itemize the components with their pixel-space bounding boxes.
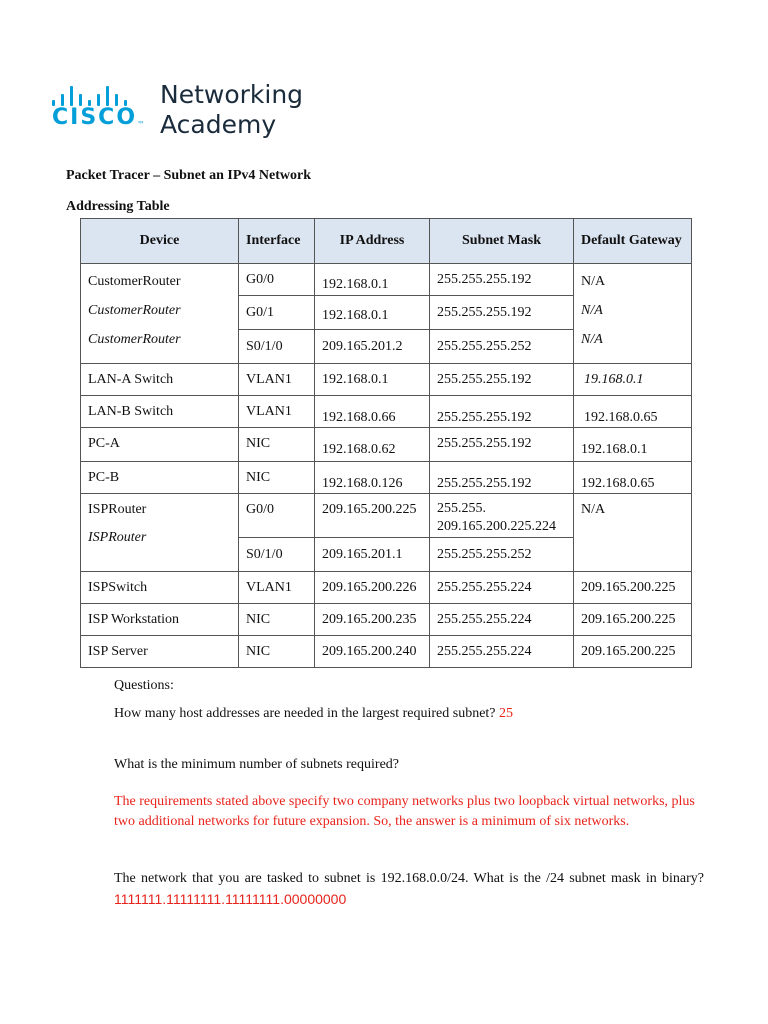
addressing-table	[80, 218, 692, 668]
cell-gateway: N/A	[574, 494, 692, 572]
table-heading: Addressing Table	[66, 199, 170, 214]
brand-academy: Academy	[160, 110, 277, 139]
answer-2: The requirements stated above specify two company networks plus two loopback virtual networks, plus two additional networks for future expansion. So, the answer is a minimum of six networks.	[114, 794, 695, 829]
cisco-bridge-icon	[52, 84, 152, 106]
header-ip-address: IP Address	[315, 219, 430, 264]
question-2: What is the minimum number of subnets required?	[114, 757, 399, 772]
answer-3: 1111111.11111111.11111111.00000000	[114, 891, 347, 907]
cell-mask: 255.255.255.192 255.255.255.192 255.255.255.252	[430, 264, 574, 364]
cell-ip: 192.168.0.1 192.168.0.1 209.165.201.2	[315, 264, 430, 364]
questions-heading: Questions:	[114, 678, 174, 693]
cell-interface: G0/0 G0/1 S0/1/0	[239, 264, 315, 364]
cell-gateway: N/A N/A N/A	[574, 264, 692, 364]
networking-academy-logo	[52, 80, 312, 140]
table-row: ISPSwitch VLAN1 209.165.200.226 255.255.255.224 209.165.200.225	[81, 572, 692, 604]
table-row: LAN-B Switch VLAN1 192.168.0.66 255.255.255.192 192.168.0.65	[81, 396, 692, 428]
document-title: Packet Tracer – Subnet an IPv4 Network	[66, 168, 311, 183]
brand-networking: Networking	[160, 80, 304, 109]
header-interface: Interface	[239, 219, 315, 264]
cell-ip: 209.165.200.225 209.165.201.1	[315, 494, 430, 572]
cell-mask: 255.255. 209.165.200.225.224 255.255.255.252	[430, 494, 574, 572]
table-row: ISP Server NIC 209.165.200.240 255.255.255.224 209.165.200.225	[81, 636, 692, 668]
table-header-row	[81, 219, 692, 264]
table-row: PC-B NIC 192.168.0.126 255.255.255.192 192.168.0.65	[81, 462, 692, 494]
header-default-gateway: Default Gateway	[574, 219, 692, 264]
table-row: LAN-A Switch VLAN1 192.168.0.1 255.255.255.192 19.168.0.1	[81, 364, 692, 396]
table-row: ISP Workstation NIC 209.165.200.235 255.255.255.224 209.165.200.225	[81, 604, 692, 636]
header-subnet-mask: Subnet Mask	[430, 219, 574, 264]
cell-device: ISPRouter ISPRouter	[81, 494, 239, 572]
question-1: How many host addresses are needed in the largest required subnet? 25	[114, 706, 514, 721]
cell-device: CustomerRouter CustomerRouter CustomerRouter	[81, 264, 239, 364]
table-row: PC-A NIC 192.168.0.62 255.255.255.192 192.168.0.1	[81, 428, 692, 462]
question-3: The network that you are tasked to subnet is 192.168.0.0/24. What is the /24 subnet mask in binary? 1111111.11111111.11111111.00000000	[114, 871, 704, 907]
header-device: Device	[81, 219, 239, 264]
table-row-customer-router	[81, 264, 692, 364]
cell-interface: G0/0 S0/1/0	[239, 494, 315, 572]
cisco-wordmark: CISCO™	[52, 105, 146, 130]
answer-1: 25	[499, 706, 514, 721]
table-row-isp-router	[81, 494, 692, 572]
